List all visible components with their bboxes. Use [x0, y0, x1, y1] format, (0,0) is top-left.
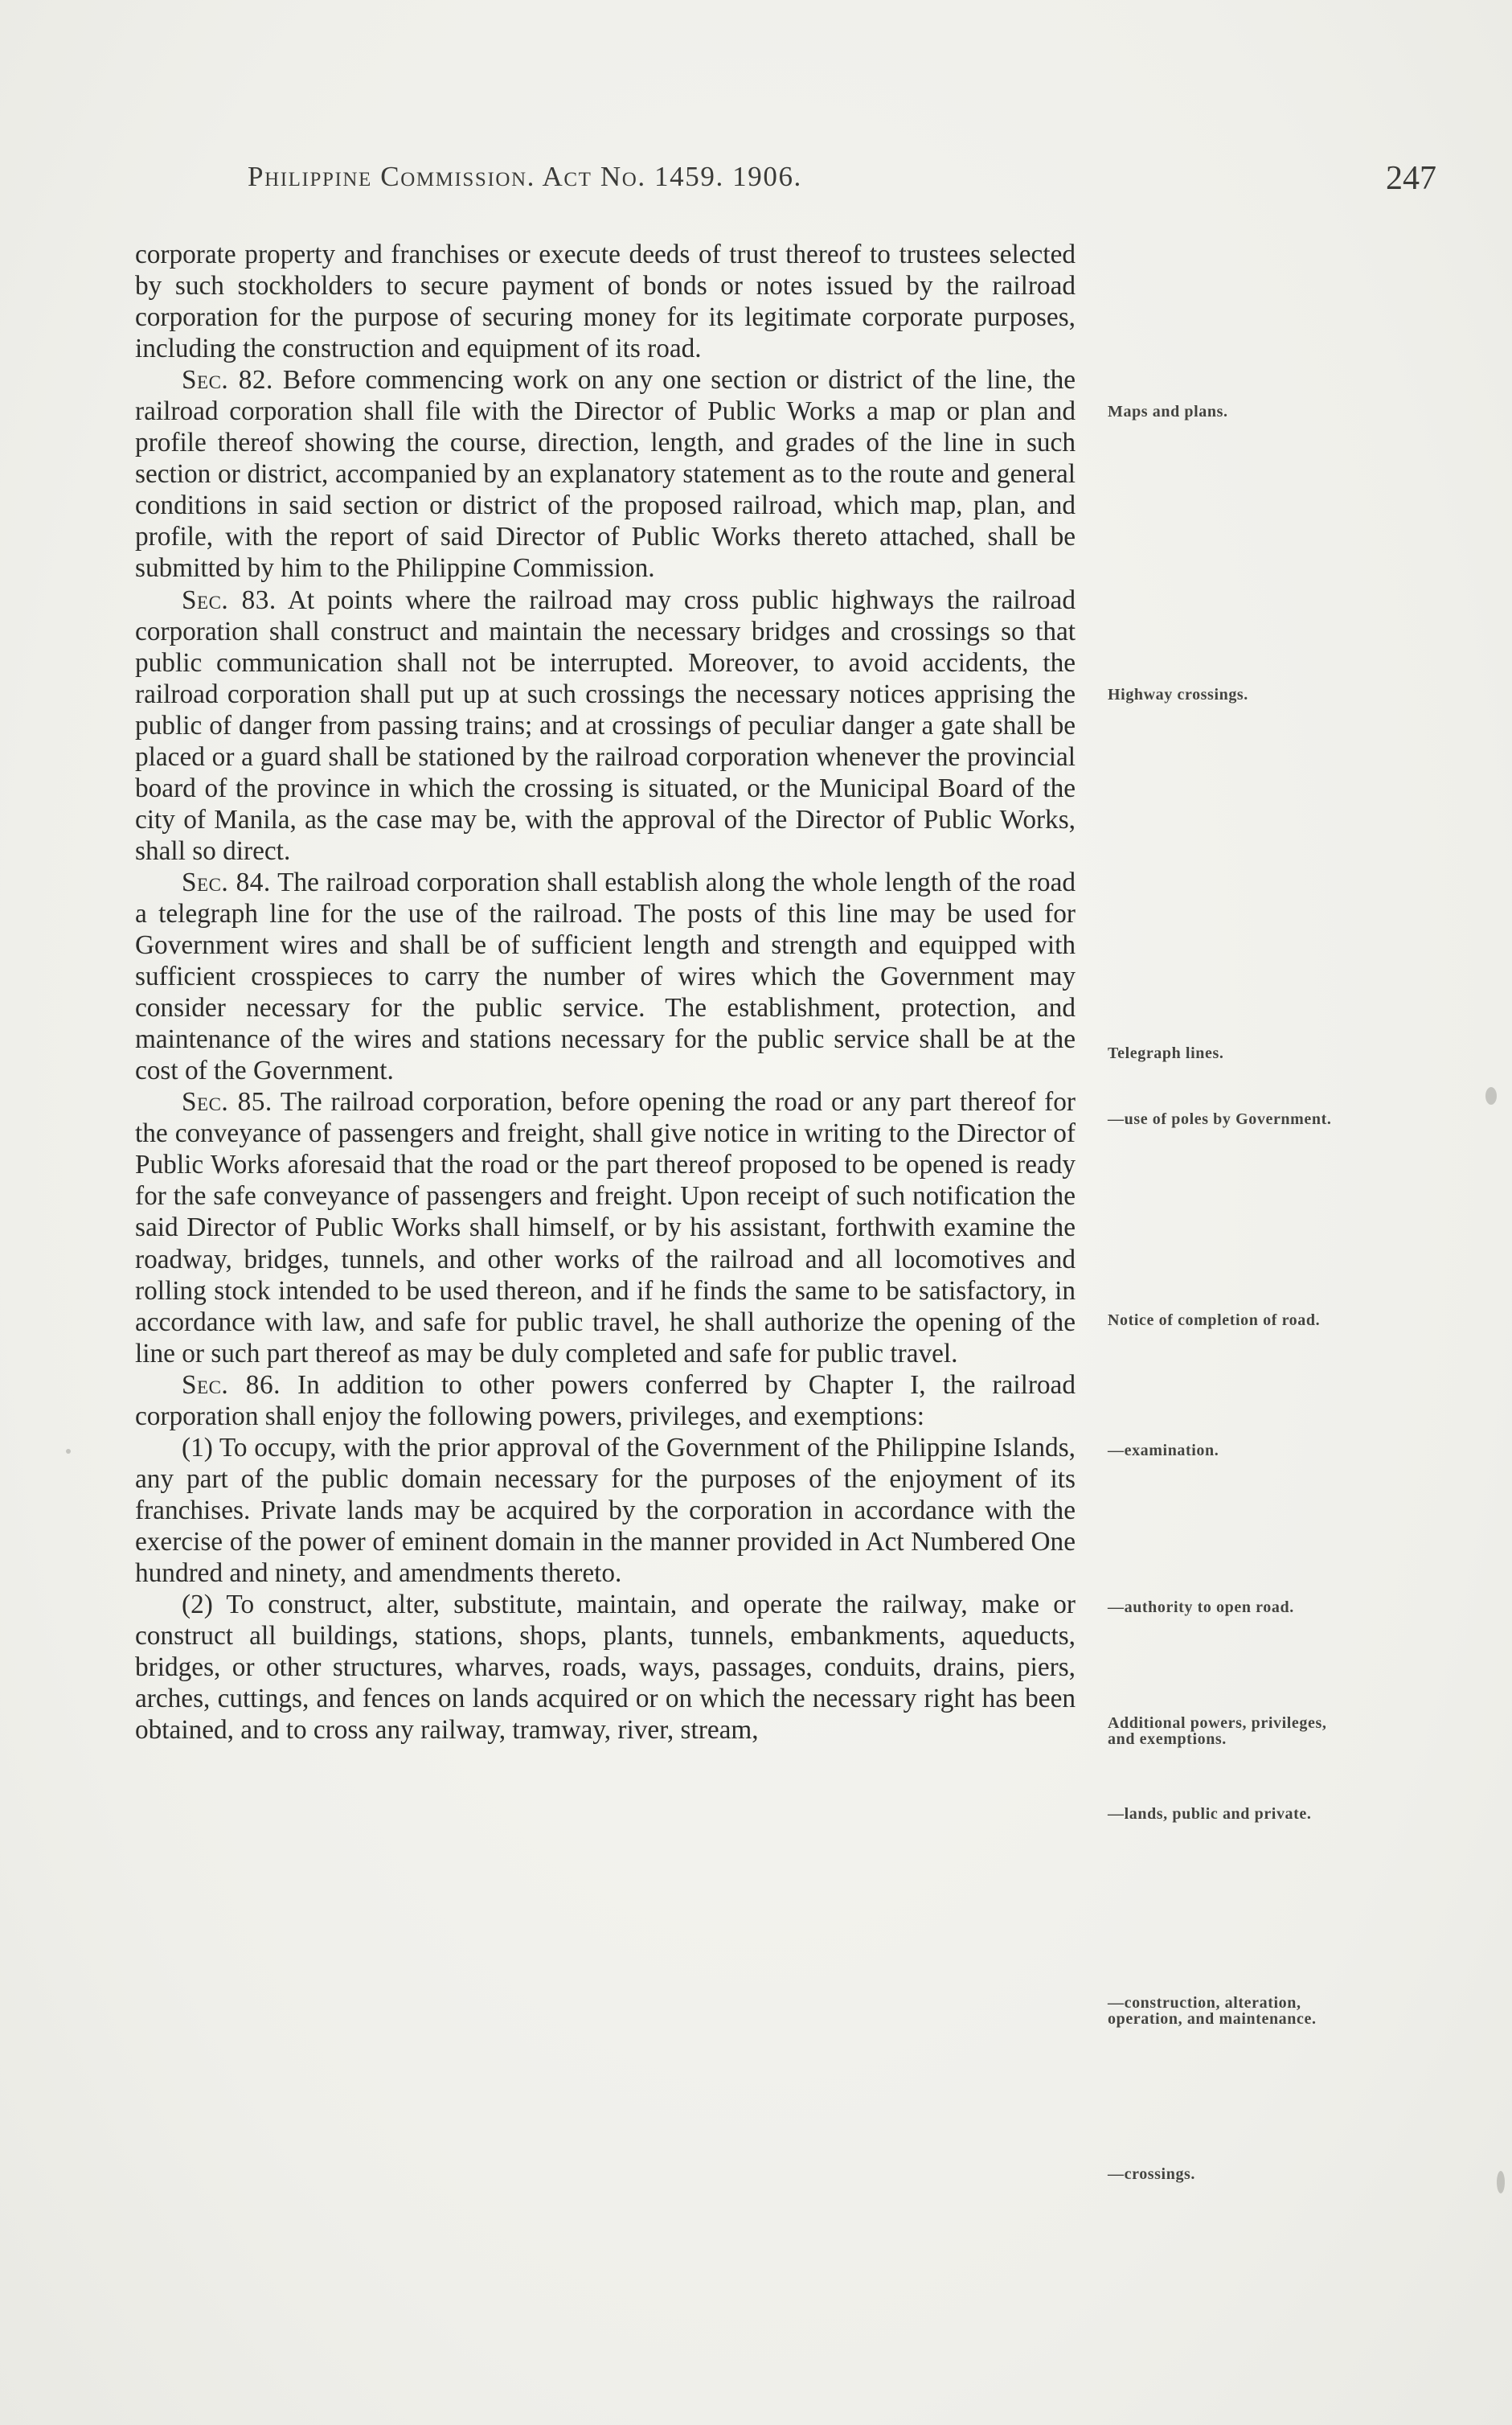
paragraph-text: Before commencing work on any one section or district of the line, the railroad corporation shall file with the Director of Public Works a map or plan and profile thereof showing the course, direction, length, and grades of the line in such section or district, accompanied by an explanatory statement as to the route and general conditions in said section or district of the proposed railroad, which map, plan, and profile, with the report of said Director of Public Works thereto attached, shall be submitted by him to the Philippine Commission.	[135, 365, 1076, 584]
scan-speck	[1485, 1087, 1497, 1105]
paragraph-text: At points where the railroad may cross public highways the railroad corporation shall construct and maintain the necessary bridges and crossings so that public communication shall not be interrupted. Moreover, to avoid accidents, the railroad corporation shall put up at such crossings the necessary notices apprising the public of danger from passing trains; and at crossings of peculiar danger a gate shall be placed or a guard shall be stationed by the railroad corporation whenever the provincial board of the province in which the crossing is situated, or the Municipal Board of the city of Manila, as the case may be, with the approval of the Director of Public Works, shall so direct.	[135, 585, 1076, 866]
margin-note: —authority to open road.	[1108, 1598, 1294, 1616]
scan-speck	[1497, 2171, 1505, 2193]
running-title: Philippine Commission. Act No. 1459. 1906.	[248, 161, 802, 192]
paragraph-text: The railroad corporation shall establish along the whole length of the road a telegraph line for the use of the railroad. The posts of this line may be used for Government wires and shall be of sufficient length and strength and equipped with sufficient crosspieces to carry the number of wires which the Government may consider necessary for the public service. The establishment, protection, and maintenance of the wires and stations necessary for the public service shall be at the cost of the Government.	[135, 867, 1076, 1086]
page-number: 247	[1386, 160, 1436, 197]
margin-note: Additional powers, privileges, and exemptions.	[1108, 1714, 1327, 1748]
paragraph-text: The railroad corporation, before opening the road or any part thereof for the conveyance of passengers and freight, shall give notice in writing to the Director of Public Works aforesaid that the road or the part thereof proposed to be opened is ready for the safe conveyance of passengers and freight. Upon receipt of such notification the said Director of Public Works shall himself, or by his assistant, forthwith examine the roadway, bridges, tunnels, and other works of the railroad and all locomotives and rolling stock intended to be used thereon, and if he finds the same to be satisfactory, in accordance with law, and safe for public travel, he shall authorize the opening of the line or such part thereof as may be duly completed and safe for public travel.	[135, 1087, 1076, 1368]
margin-note: Maps and plans.	[1108, 403, 1228, 421]
paragraph-text: corporate property and franchises or execute deeds of trust thereof to trustees selected by such stockholders to secure payment of bonds or notes issued by the railroad corporation for the purpose of securing money for its legitimate corporate purposes, including the construction and equipment of its road.	[135, 240, 1076, 364]
paragraph-text: (2) To construct, alter, substitute, maintain, and operate the railway, make or construct all buildings, stations, shops, plants, tunnels, embankments, aqueducts, bridges, or other structures, wharves, roads, ways, passages, conduits, drains, piers, arches, cuttings, and fences on lands acquired or on which the necessary right has been obtained, and to cross any railway, tramway, river, stream,	[135, 1590, 1076, 1746]
margin-note: —lands, public and private.	[1108, 1805, 1312, 1823]
paragraph-text: In addition to other powers conferred by Chapter I, the railroad corporation shall enjoy the following powers, privileges, and exemptions:	[135, 1369, 1076, 1431]
section-label: Sec. 83.	[182, 585, 277, 615]
scan-speck	[66, 1449, 71, 1454]
section-label: Sec. 84.	[182, 867, 271, 897]
section-label: Sec. 85.	[182, 1087, 272, 1118]
margin-note: Notice of completion of road.	[1108, 1311, 1321, 1329]
margin-note: —examination.	[1108, 1442, 1219, 1459]
margin-note: —construction, alteration, operation, and maintenance.	[1108, 1994, 1317, 2028]
section-label: Sec. 82.	[182, 365, 273, 396]
margin-note: Telegraph lines.	[1108, 1044, 1224, 1062]
section-label: Sec. 86.	[182, 1369, 281, 1400]
margin-note: —crossings.	[1108, 2165, 1196, 2183]
paragraph-text: (1) To occupy, with the prior approval of the Government of the Philippine Islands, any part of the public domain necessary for the purposes of the enjoyment of its franchises. Private lands may be acquired by the corporation in accordance with the exercise of the power of eminent domain in the manner provided in Act Numbered One hundred and ninety, and amendments thereto.	[135, 1432, 1076, 1588]
margin-note: —use of poles by Government.	[1108, 1110, 1332, 1128]
margin-note: Highway crossings.	[1108, 686, 1248, 704]
